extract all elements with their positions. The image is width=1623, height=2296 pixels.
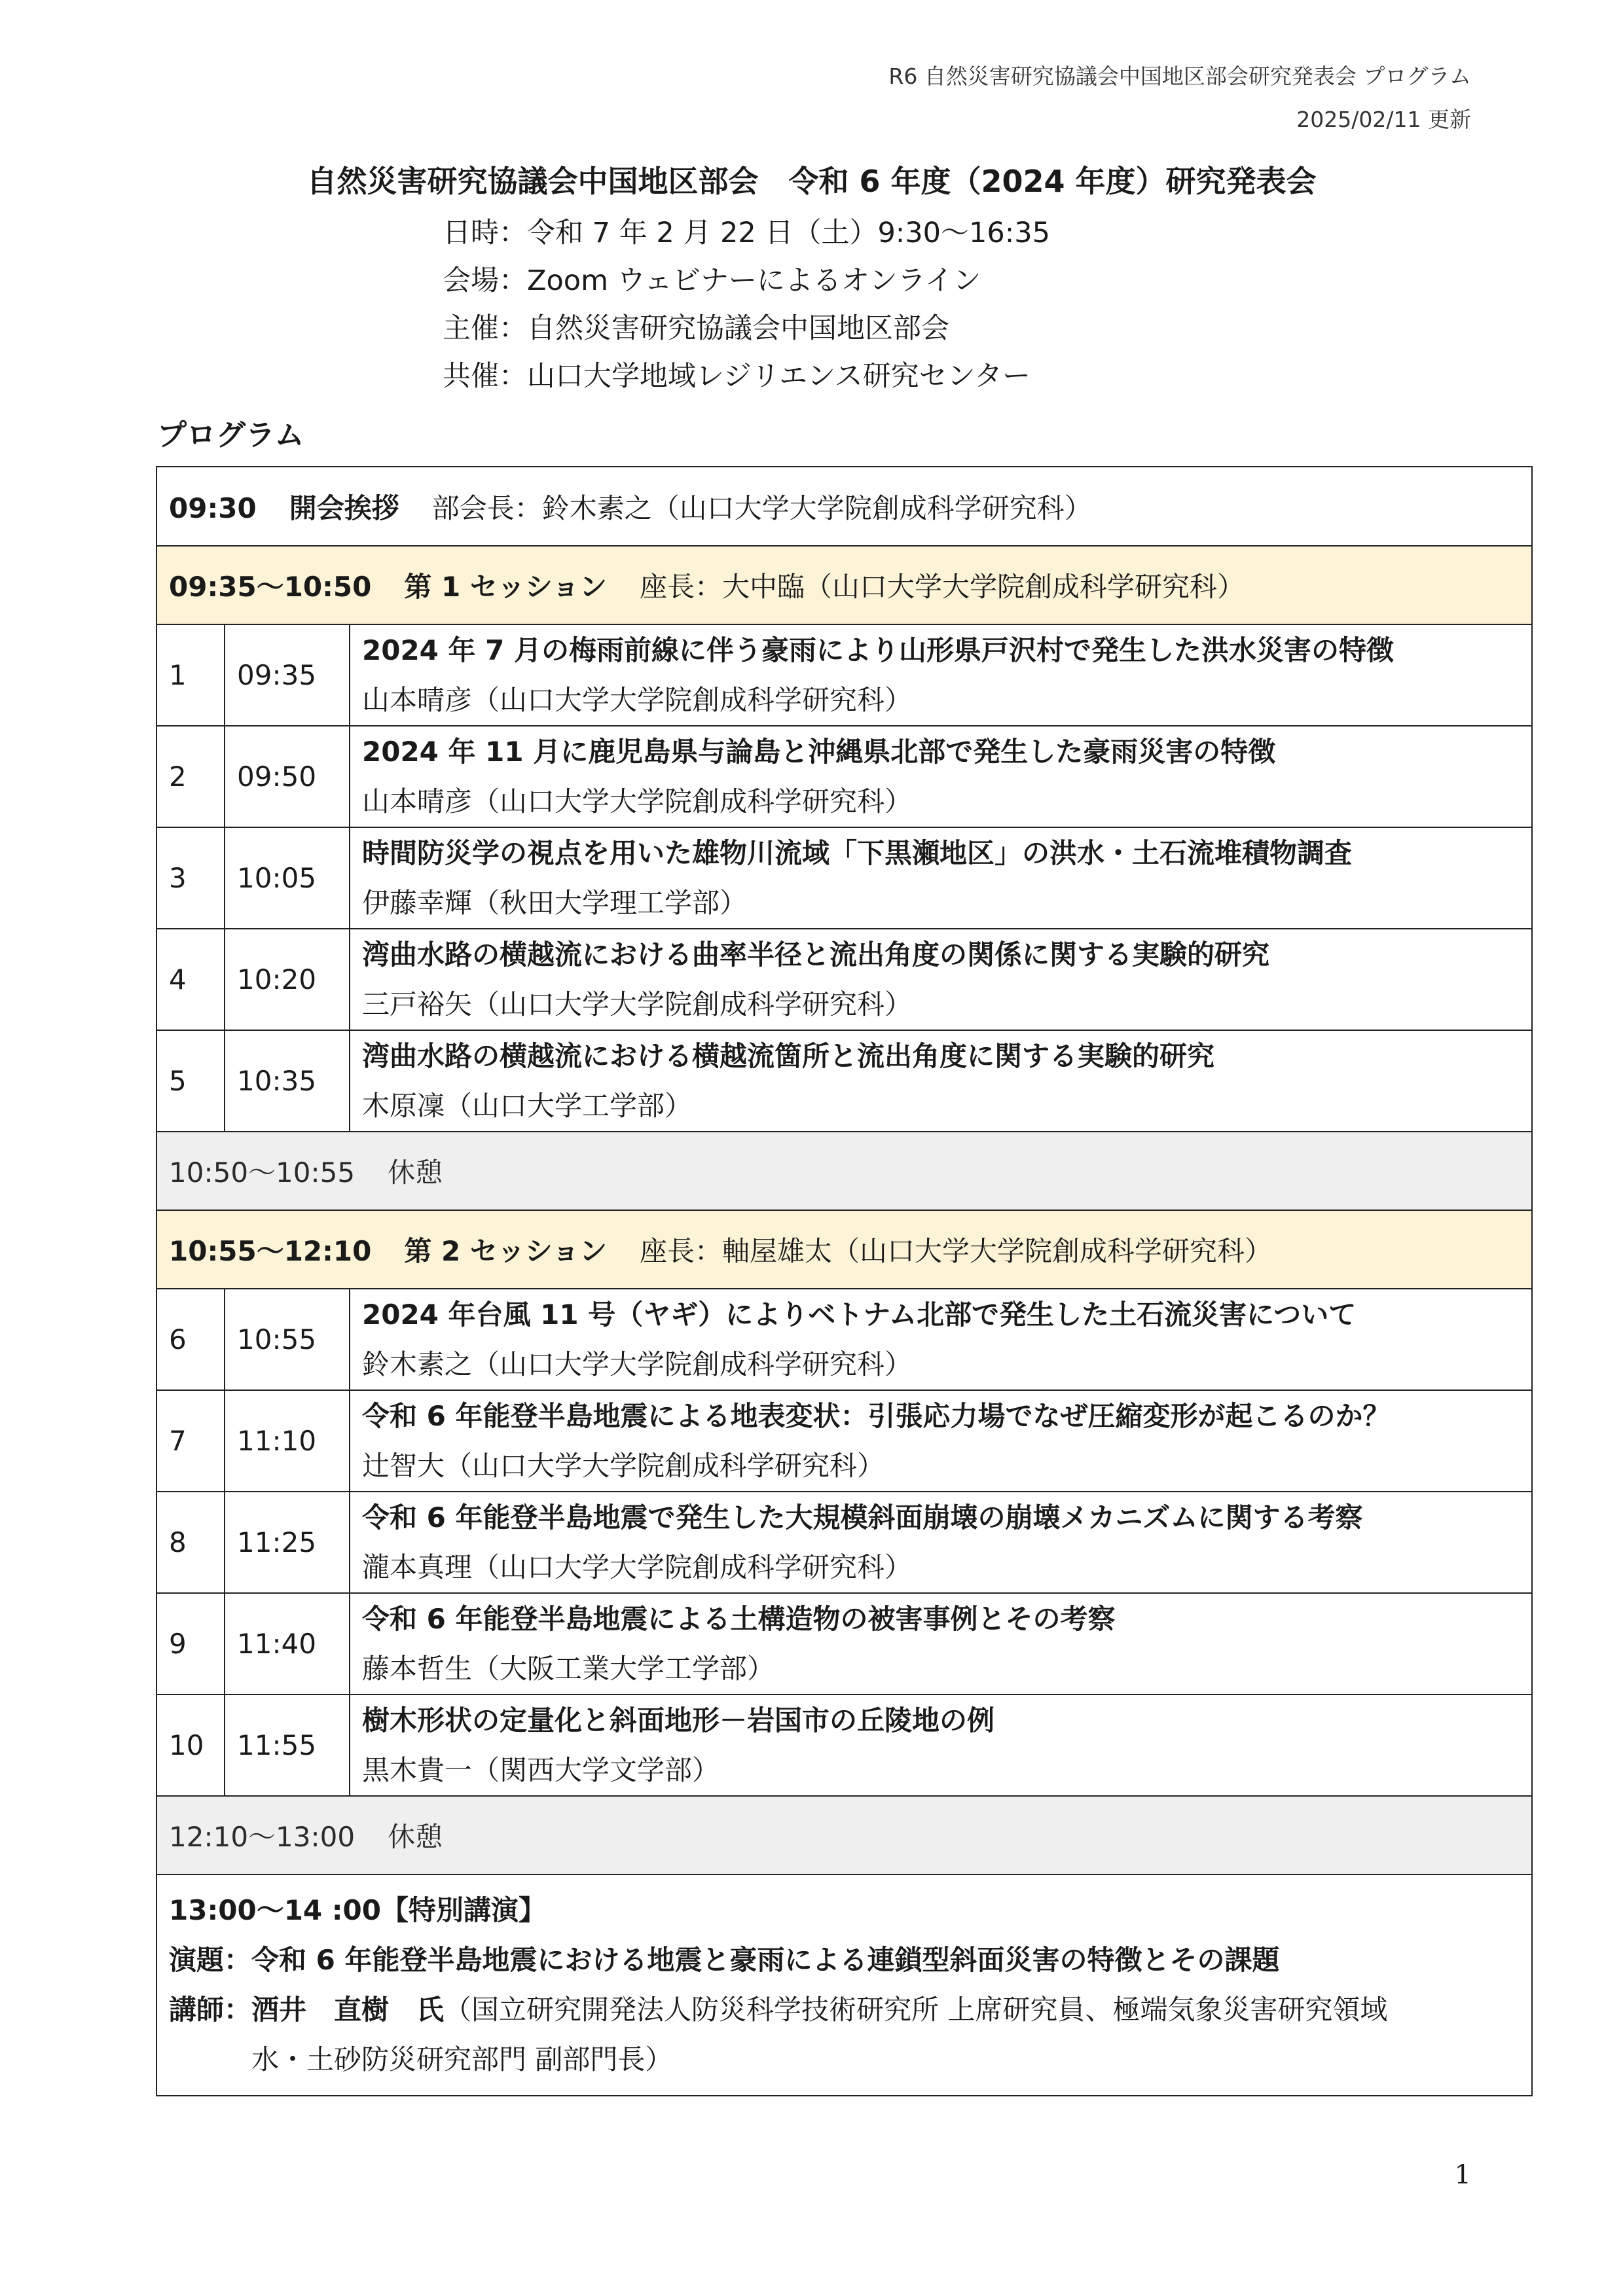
break-time: 12:10～13:00 [169, 1821, 356, 1853]
document-title: 自然災害研究協議会中国地区部会 令和 6 年度（2024 年度）研究発表会 [306, 164, 1317, 199]
break-row [156, 1796, 1532, 1874]
session-header [156, 1210, 1532, 1289]
talk-number: 2 [156, 726, 225, 827]
talk-row [156, 624, 1532, 726]
program-heading: プログラム [157, 418, 304, 452]
special-lecture-title-line [169, 1935, 1520, 1985]
talk-row [156, 1030, 1532, 1132]
talk-time: 10:05 [225, 827, 350, 929]
talk-title: 2024 年 7 月の梅雨前線に伴う豪雨により山形県戸沢村で発生した洪水災害の特徴 [362, 634, 1394, 666]
lecturer-affiliation-continued: 水・土砂防災研究部門 副部門長） [251, 2043, 673, 2075]
talk-number: 3 [156, 827, 225, 929]
talk-number: 7 [156, 1390, 225, 1492]
talk-author: 藤本哲生（大阪工業大学工学部） [362, 1652, 775, 1685]
talk-author: 山本晴彦（山口大学大学院創成科学研究科） [362, 683, 913, 716]
talk-row [156, 1289, 1532, 1390]
talk-time: 11:55 [225, 1695, 350, 1796]
talk-title: 湾曲水路の横越流における曲率半径と流出角度の関係に関する実験的研究 [362, 938, 1270, 971]
talk-row [156, 1390, 1532, 1492]
talk-row [156, 1492, 1532, 1593]
talk-row [156, 1695, 1532, 1796]
opening-speaker: 部会長：鈴木素之（山口大学大学院創成科学研究科） [431, 492, 1092, 524]
talk-row [156, 827, 1532, 929]
opening-time: 09:30 [169, 492, 257, 524]
program-table [156, 466, 1533, 2096]
lecturer-affiliation: （国立研究開発法人防災科学技術研究所 上席研究員、極端気象災害研究領域 [444, 1994, 1388, 2026]
session-time: 10:55～12:10 [169, 1235, 372, 1267]
talk-number: 8 [156, 1492, 225, 1593]
talk-title: 湾曲水路の横越流における横越流箇所と流出角度に関する実験的研究 [362, 1039, 1215, 1072]
talk-author: 瀧本真理（山口大学大学院創成科学研究科） [362, 1551, 913, 1583]
event-venue: 会場：Zoom ウェビナーによるオンライン [443, 264, 981, 297]
lecturer-name: 酒井 直樹 氏 [251, 1994, 445, 2026]
talk-number: 9 [156, 1593, 225, 1695]
session-chair: 座長：軸屋雄太（山口大学大学院創成科学研究科） [640, 1235, 1273, 1267]
talk-time: 11:40 [225, 1593, 350, 1695]
break-label: 休憩 [388, 1821, 443, 1853]
talk-title: 令和 6 年能登半島地震による土構造物の被害事例とその考察 [362, 1602, 1116, 1635]
lecture-title-label: 演題： [169, 1944, 252, 1976]
talk-title: 時間防災学の視点を用いた雄物川流域「下黒瀬地区」の洪水・土石流堆積物調査 [362, 836, 1353, 869]
special-lecture-heading: 13:00～14 :00【特別講演】 [169, 1894, 547, 1926]
talk-number: 6 [156, 1289, 225, 1390]
talk-author: 三戸裕矢（山口大学大学院創成科学研究科） [362, 988, 913, 1020]
talk-time: 11:10 [225, 1390, 350, 1492]
session-time: 09:35～10:50 [169, 571, 372, 603]
document-header [888, 55, 1471, 141]
lecture-title: 令和 6 年能登半島地震における地震と豪雨による連鎖型斜面災害の特徴とその課題 [251, 1944, 1280, 1976]
page-number: 1 [1454, 2160, 1471, 2190]
talk-title: 2024 年台風 11 号（ヤギ）によりベトナム北部で発生した土石流災害について [362, 1298, 1357, 1331]
talk-time: 11:25 [225, 1492, 350, 1593]
break-time: 10:50～10:55 [169, 1157, 356, 1189]
talk-row [156, 929, 1532, 1030]
update-date: 2025/02/11 更新 [1296, 107, 1471, 132]
special-lecture-row [156, 1874, 1532, 2096]
opening-row [156, 467, 1532, 546]
talk-number: 10 [156, 1695, 225, 1796]
talk-author: 伊藤幸輝（秋田大学理工学部） [362, 886, 748, 919]
talk-author: 鈴木素之（山口大学大学院創成科学研究科） [362, 1348, 913, 1380]
talk-row [156, 726, 1532, 827]
talk-time: 10:35 [225, 1030, 350, 1132]
session-label: 第 2 セッション [404, 1235, 608, 1267]
talk-author: 木原凜（山口大学工学部） [362, 1089, 693, 1122]
talk-number: 1 [156, 624, 225, 726]
lecturer-label: 講師： [169, 1994, 252, 2026]
talk-number: 4 [156, 929, 225, 1030]
talk-time: 10:55 [225, 1289, 350, 1390]
event-organizer: 主催：自然災害研究協議会中国地区部会 [443, 312, 949, 345]
talk-author: 辻智大（山口大学大学院創成科学研究科） [362, 1449, 885, 1482]
talk-number: 5 [156, 1030, 225, 1132]
talk-time: 10:20 [225, 929, 350, 1030]
talk-author: 黒木貴一（関西大学文学部） [362, 1753, 720, 1786]
session-chair: 座長：大中臨（山口大学大学院創成科学研究科） [640, 571, 1245, 603]
special-lecture-speaker-line [169, 1985, 1520, 2035]
talk-row [156, 1593, 1532, 1695]
event-co-organizer: 共催：山口大学地域レジリエンス研究センター [443, 360, 1031, 393]
talk-title: 令和 6 年能登半島地震で発生した大規模斜面崩壊の崩壊メカニズムに関する考察 [362, 1501, 1363, 1534]
break-label: 休憩 [388, 1157, 443, 1189]
talk-author: 山本晴彦（山口大学大学院創成科学研究科） [362, 785, 913, 817]
talk-title: 樹木形状の定量化と斜面地形－岩国市の丘陵地の例 [362, 1704, 995, 1736]
session-label: 第 1 セッション [404, 571, 608, 603]
break-row [156, 1132, 1532, 1210]
event-info [443, 209, 1050, 401]
event-date: 日時：令和 7 年 2 月 22 日（土）9:30～16:35 [443, 217, 1050, 249]
talk-time: 09:50 [225, 726, 350, 827]
talk-time: 09:35 [225, 624, 350, 726]
opening-label: 開会挨拶 [289, 492, 399, 524]
talk-title: 令和 6 年能登半島地震による地表変状：引張応力場でなぜ圧縮変形が起こるのか？ [362, 1399, 1391, 1432]
document-name: R6 自然災害研究協議会中国地区部会研究発表会 プログラム [888, 63, 1471, 89]
session-header [156, 546, 1532, 624]
talk-title: 2024 年 11 月に鹿児島県与論島と沖縄県北部で発生した豪雨災害の特徴 [362, 735, 1276, 768]
